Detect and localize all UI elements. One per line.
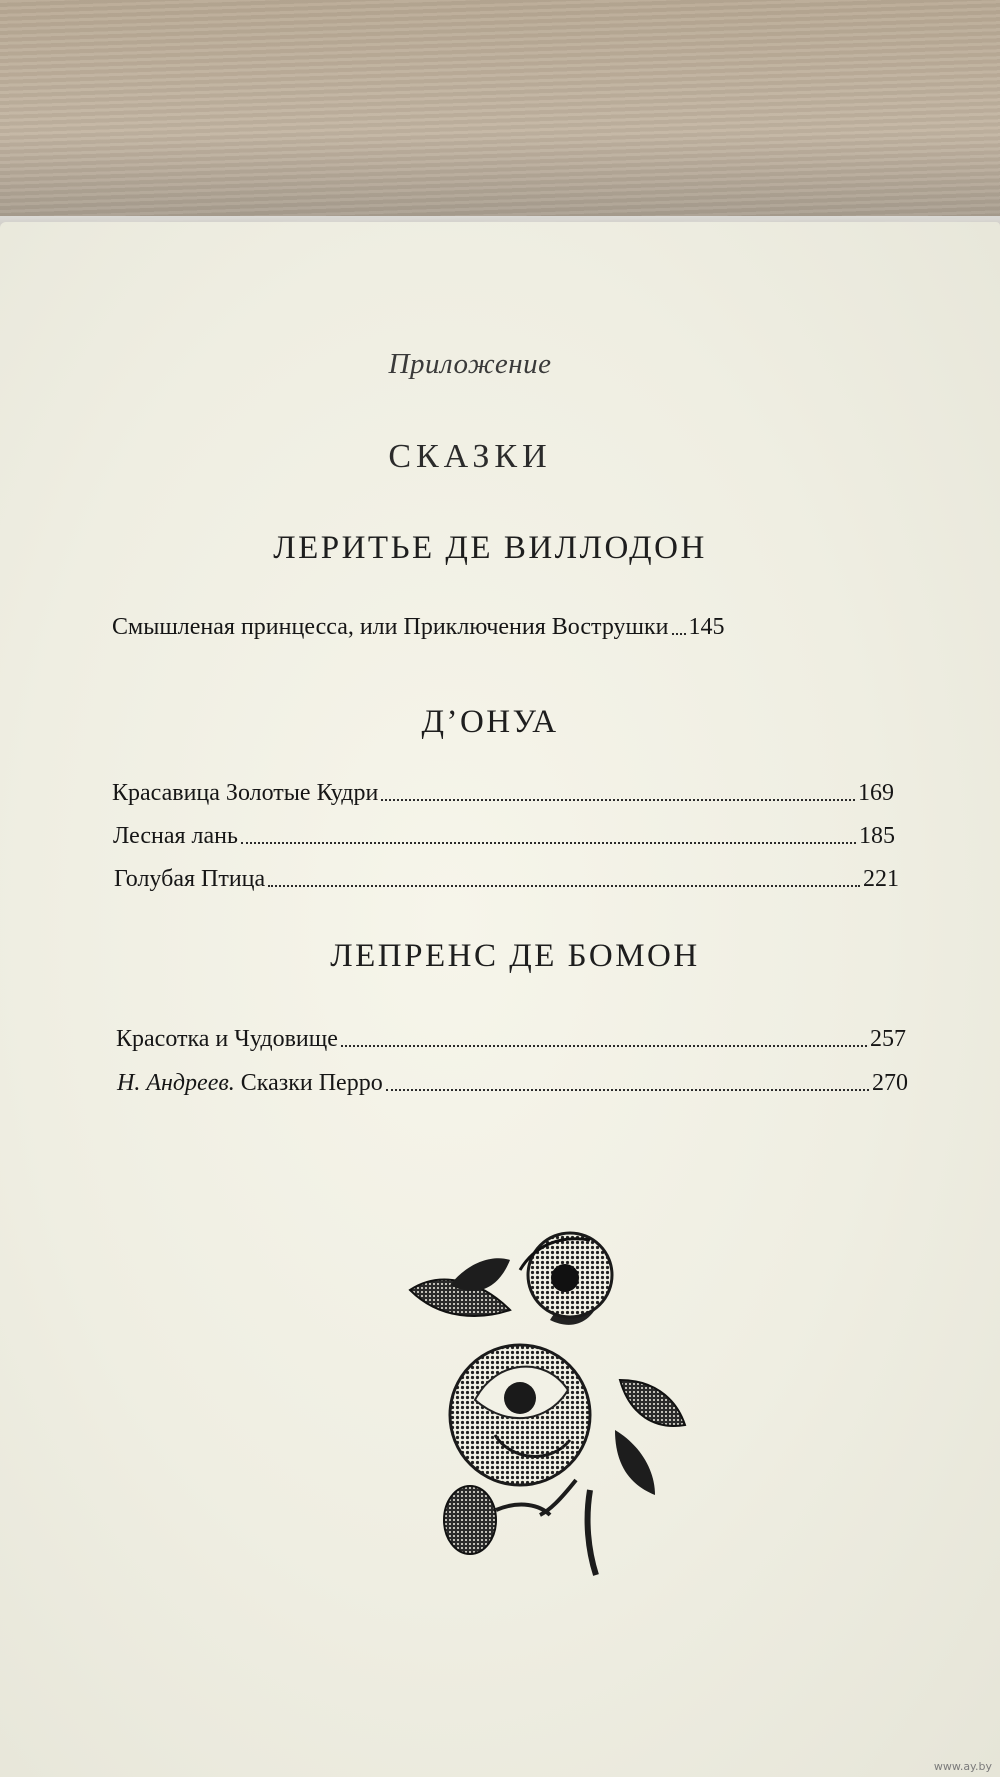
toc-entry[interactable] — [113, 823, 895, 850]
toc-entry[interactable] — [112, 614, 887, 641]
section-title: СКАЗКИ — [388, 438, 552, 475]
dot-leader — [386, 1088, 869, 1091]
author-heading-daulnoy: Д’ОНУА — [421, 704, 559, 740]
toc-entry-title-text: Сказки Перро — [240, 1070, 383, 1096]
toc-entry-page: 145 — [688, 614, 725, 640]
dot-leader — [341, 1044, 867, 1047]
toc-entry-page: 257 — [870, 1026, 906, 1052]
toc-entry[interactable] — [112, 780, 894, 807]
watermark: www.ay.by — [933, 1760, 992, 1773]
toc-entry-title — [117, 1070, 383, 1097]
dot-leader — [268, 884, 860, 887]
toc-entry[interactable] — [114, 866, 899, 893]
toc-entry-title: Лесная лань — [113, 823, 238, 849]
toc-entry-title: Голубая Птица — [114, 866, 266, 892]
appendix-label: Приложение — [388, 348, 552, 380]
toc-entry-page: 221 — [863, 866, 899, 892]
toc-entry[interactable] — [117, 1070, 908, 1097]
dot-leader — [672, 632, 686, 635]
author-heading-leprince: ЛЕПРЕНС ДЕ БОМОН — [330, 938, 700, 974]
toc-entry-title: Красотка и Чудовище — [116, 1026, 338, 1052]
dot-leader — [241, 841, 856, 844]
toc-entry-author: Н. Андреев. — [117, 1070, 235, 1096]
toc-entry-page: 169 — [858, 780, 894, 806]
desk-background — [0, 0, 1000, 240]
toc-entry-title: Красавица Золотые Кудри — [112, 780, 379, 806]
author-heading-lheritier: ЛЕРИТЬЕ ДЕ ВИЛЛОДОН — [273, 530, 707, 566]
dot-leader — [381, 798, 855, 801]
toc-entry-page: 185 — [859, 823, 895, 849]
toc-entry-page: 270 — [872, 1070, 908, 1096]
flower-vignette — [400, 1230, 690, 1590]
toc-entry[interactable] — [116, 1026, 906, 1053]
toc-entry-title: Смышленая принцесса, или Приключения Вострушки — [112, 614, 669, 640]
